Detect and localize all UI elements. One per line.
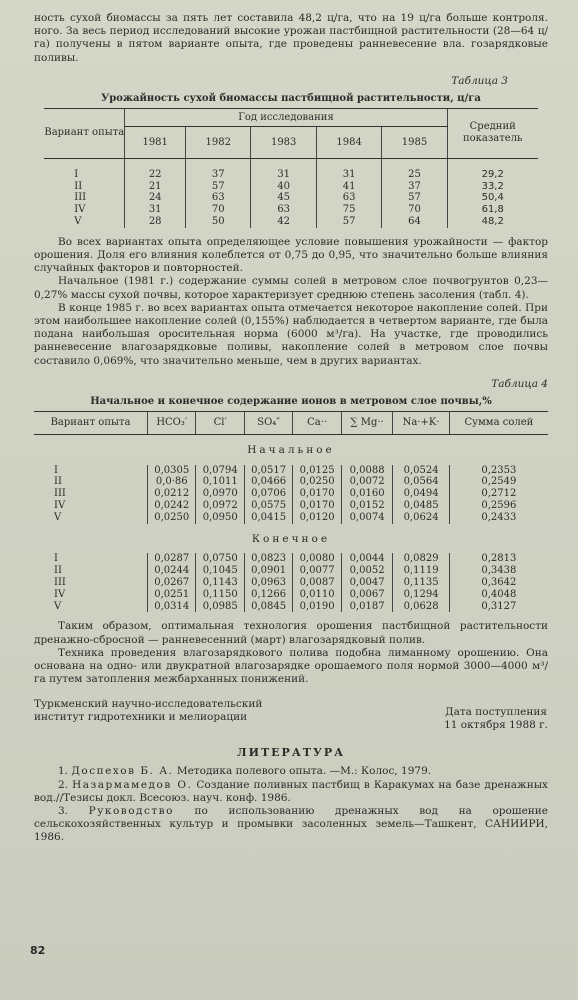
ion-value-cell: 0,0187 [341,601,393,613]
variant-label: II [54,565,62,577]
table4-header-cell: Сумма солей [449,411,548,434]
received-date-label: Дата поступления [445,706,547,719]
table3-row [44,181,537,193]
yield-cell: 63 [186,192,251,204]
variant-label: IV [54,500,66,512]
ion-value-cell: 0,0494 [393,488,449,500]
ion-value-cell: 0,2549 [449,476,548,488]
ion-value-cell: 0,0044 [341,553,393,565]
ion-value-cell: 0,0267 [148,577,196,589]
yield-cell: 28 [125,216,186,228]
ion-value-cell: 0,0088 [341,465,393,477]
table3-year: 1981 [125,126,186,158]
ion-value-cell: 0,0047 [341,577,393,589]
ion-value-cell: 0,0160 [341,488,393,500]
literature-author: Назармамедов О. [72,778,193,791]
ion-value-cell: 0,0485 [393,500,449,512]
ion-value-cell: 0,0845 [244,601,292,613]
yield-cell: 42 [251,216,316,228]
table3-caption: Таблица 3 [451,74,508,87]
table3-row [44,192,537,204]
ion-value-cell: 0,0120 [293,512,341,524]
literature-number: 1. [58,765,69,778]
ion-value-cell: 0,0190 [293,601,341,613]
literature-title: ЛИТЕРАТУРА [236,746,346,760]
yield-cell: 63 [251,204,316,216]
ion-value-cell: 0,3438 [449,565,548,577]
variant-label: IV [74,204,86,216]
institute-name-line2: институт гидротехники и мелиорации [34,711,248,724]
table3-header-variant: Вариант опыта [44,108,125,158]
table4-row [34,589,548,601]
table4-row [34,601,548,613]
table3-year: 1982 [186,126,251,158]
received-date-value: 11 октября 1988 г. [444,719,548,732]
ion-value-cell: 0,0305 [148,465,196,477]
table3-row [44,204,537,216]
table4-section-label: Начальное [247,443,335,456]
ion-value-cell: 0,0087 [293,577,341,589]
table3-header-years: Год исследования [125,108,447,126]
mean-cell: 48,2 [447,216,538,228]
variant-label: IV [54,588,66,600]
ion-value-cell: 0,2712 [449,488,548,500]
ion-value-cell: 0,0251 [148,589,196,601]
page-number: 82 [30,944,46,957]
yield-cell: 63 [316,192,381,204]
ion-value-cell: 0,0067 [341,589,393,601]
table3-header-mean: Средний показатель [447,108,538,158]
yield-cell: 45 [251,192,316,204]
intro-paragraph: ность сухой биомассы за пять лет составила 48,2 ц/га, что на 19 ц/га больше контроля. ного. За весь период исследований высокие урожаи пастбищной растительности (28—64 ц/га) получены в пятом варианте опыта, где проведены ранневесение вла. гозарядковые поливы. [34,12,548,64]
ion-value-cell: 0,0415 [244,512,292,524]
ion-value-cell: 0,0706 [244,488,292,500]
ion-value-cell: 0,0750 [196,553,244,565]
yield-cell: 70 [382,204,447,216]
literature-author: Руководство [88,805,174,818]
yield-cell: 37 [186,158,251,180]
ion-value-cell: 0,0901 [244,565,292,577]
table4-section-row [34,434,548,464]
yield-cell: 75 [316,204,381,216]
ion-value-cell: 0,0110 [293,589,341,601]
ion-value-cell: 0,3642 [449,577,548,589]
ion-value-cell: 0,0125 [293,465,341,477]
table4-row [34,488,548,500]
yield-cell: 57 [316,216,381,228]
ion-value-cell: 0,2433 [449,512,548,524]
ion-value-cell: 0,0950 [196,512,244,524]
ion-value-cell: 0,1119 [393,565,449,577]
ion-value-cell: 0,0970 [196,488,244,500]
literature-item [34,779,548,805]
ion-value-cell: 0,2813 [449,553,548,565]
ion-value-cell: 0,0314 [148,601,196,613]
table3-row [44,158,537,180]
ion-value-cell: 0,0250 [293,476,341,488]
variant-label: I [74,168,79,180]
ion-value-cell: 0,0564 [393,476,449,488]
ion-value-cell: 0,0077 [293,565,341,577]
yield-cell: 31 [316,158,381,180]
ion-value-cell: 0,0624 [393,512,449,524]
variant-label: V [54,600,62,612]
table3-body [44,158,537,227]
yield-cell: 57 [382,192,447,204]
table4-row [34,577,548,589]
yield-cell: 24 [125,192,186,204]
ion-value-cell: 0,0985 [196,601,244,613]
ion-value-cell: 0,1045 [196,565,244,577]
yield-cell: 21 [125,181,186,193]
ion-value-cell: 0,2596 [449,500,548,512]
table4-title: Начальное и конечное содержание ионов в метровом слое почвы,% [90,395,492,407]
ion-value-cell: 0,0963 [244,577,292,589]
ion-value-cell: 0,1266 [244,589,292,601]
ion-value-cell: 0,0074 [341,512,393,524]
table4-row [34,476,548,488]
yield-cell: 25 [382,158,447,180]
table4-header-cell: ∑ Mg·· [341,411,393,434]
table4-row [34,500,548,512]
table4-header-cell: Na·+K· [393,411,449,434]
ion-value-cell: 0,0242 [148,500,196,512]
ion-value-cell: 0,3127 [449,601,548,613]
table4-header-cell: Вариант опыта [34,411,148,434]
literature-item [34,805,548,845]
ion-value-cell: 0,0524 [393,465,449,477]
literature-item [34,765,548,778]
ion-value-cell: 0,0575 [244,500,292,512]
ion-value-cell: 0,0794 [196,465,244,477]
table4-header-cell: Ca·· [293,411,341,434]
ion-value-cell: 0,1150 [196,589,244,601]
table3 [44,108,537,228]
ion-value-cell: 0,1135 [393,577,449,589]
yield-cell: 31 [251,158,316,180]
yield-cell: 22 [125,158,186,180]
paragraph-irrigation-factor: Во всех вариантах опыта определяющее условие повышения урожайности — фактор орошения. Доля его влияния колеблется от 0,75 до 0,95, что значительно больше влияния случайных факторов и повторностей. [34,235,548,275]
ion-value-cell: 0,0052 [341,565,393,577]
ion-value-cell: 0,0170 [293,500,341,512]
variant-label: V [74,216,82,227]
variant-label: I [54,553,58,565]
yield-cell: 41 [316,181,381,193]
variant-label: II [74,180,83,192]
table4-row [34,465,548,477]
ion-value-cell: 0,0250 [148,512,196,524]
ion-value-cell: 0,1143 [196,577,244,589]
table4 [34,411,548,613]
variant-label: III [74,192,87,204]
table3-year: 1984 [316,126,381,158]
table3-year: 1983 [251,126,316,158]
mean-cell: 50,4 [447,192,538,204]
variant-label: V [54,511,62,523]
table4-section-row [34,524,548,554]
literature-list [34,765,548,844]
ion-value-cell: 0,0517 [244,465,292,477]
paragraph-initial-salts: Начальное (1981 г.) содержание суммы солей в метровом слое почвогрунтов 0,23—0,27% массы сухой почвы, которое характеризует среднюю степень засоления (табл. 4). [34,275,548,301]
literature-number: 3. [58,805,69,818]
variant-label: III [54,577,66,588]
mean-cell: 29,2 [447,158,538,180]
literature-text: Методика полевого опыта. —М.: Колос, 1979. [176,765,432,778]
yield-cell: 57 [186,181,251,193]
ion-value-cell: 0,0·86 [148,476,196,488]
ion-value-cell: 0,0212 [148,488,196,500]
mean-cell: 61,8 [447,204,538,216]
literature-author: Доспехов Б. А. [71,765,174,778]
yield-cell: 40 [251,181,316,193]
ion-value-cell: 0,0244 [148,565,196,577]
variant-label: II [54,476,62,488]
literature-text: Создание поливных пастбищ в Каракумах на базе дренажных вод.//Тезисы докл. Всесоюз. науч. конф. 1986. [34,778,548,804]
ion-value-cell: 0,0080 [293,553,341,565]
table4-caption: Таблица 4 [491,377,548,390]
affiliation-footer [34,698,548,732]
table3-title: Урожайность сухой биомассы пастбищной растительности, ц/га [101,92,481,104]
ion-value-cell: 0,1294 [393,589,449,601]
ion-value-cell: 0,0829 [393,553,449,565]
table3-row [44,216,537,228]
institute-name-line1: Туркменский научно-исследовательский [34,698,263,711]
variant-label: I [54,464,58,476]
table4-row [34,565,548,577]
yield-cell: 37 [382,181,447,193]
ion-value-cell: 0,2353 [449,465,548,477]
ion-value-cell: 0,0466 [244,476,292,488]
yield-cell: 50 [186,216,251,228]
table4-row [34,512,548,524]
table4-header-row [34,411,548,434]
ion-value-cell: 0,0628 [393,601,449,613]
ion-value-cell: 0,0287 [148,553,196,565]
variant-label: III [54,488,66,500]
ion-value-cell: 0,0972 [196,500,244,512]
yield-cell: 31 [125,204,186,216]
ion-value-cell: 0,0072 [341,476,393,488]
mean-cell: 33,2 [447,181,538,193]
table3-year: 1985 [382,126,447,158]
ion-value-cell: 0,0152 [341,500,393,512]
paragraph-conclusion: Таким образом, оптимальная технология орошения пастбищной растительности дренажно-сбросной — ранневесенний (март) влагозарядковый полив. [34,620,548,646]
table4-header-cell: SO₄″ [244,411,292,434]
table4-header-cell: HCO₃′ [148,411,196,434]
ion-value-cell: 0,1011 [196,476,244,488]
paragraph-salt-accumulation: В конце 1985 г. во всех вариантах опыта отмечается некоторое накопление солей. При этом наибольшее накопление солей (0,155%) наблюдается в четвертом варианте, где была подана наибольшая оросительная норма (6000 м³/га). На участке, где проводились ранневесение влагозарядковые поливы, накопление солей в метровом слое почвы составило 0,069%, что значительно меньше, чем в других вариантах. [34,301,548,367]
table4-header-cell: Cl′ [196,411,244,434]
yield-cell: 64 [382,216,447,228]
literature-text: по использованию дренажных вод на орошение сельскохозяйственных культур и промывки засоленных земель—Ташкент, САНИИРИ, 1986. [34,805,548,844]
ion-value-cell: 0,0170 [293,488,341,500]
paragraph-technique: Техника проведения влагозарядкового полива подобна лиманному орошению. Она основана на одно- или двукратной влагозарядке орошаемого поля нормой 3000—4000 м³/га путем затопления межбарханных понижений. [34,646,548,686]
yield-cell: 70 [186,204,251,216]
table4-row [34,553,548,565]
ion-value-cell: 0,0823 [244,553,292,565]
ion-value-cell: 0,4048 [449,589,548,601]
table4-section-label: Конечное [251,532,331,545]
table4-body [34,434,548,612]
literature-number: 2. [58,778,69,791]
